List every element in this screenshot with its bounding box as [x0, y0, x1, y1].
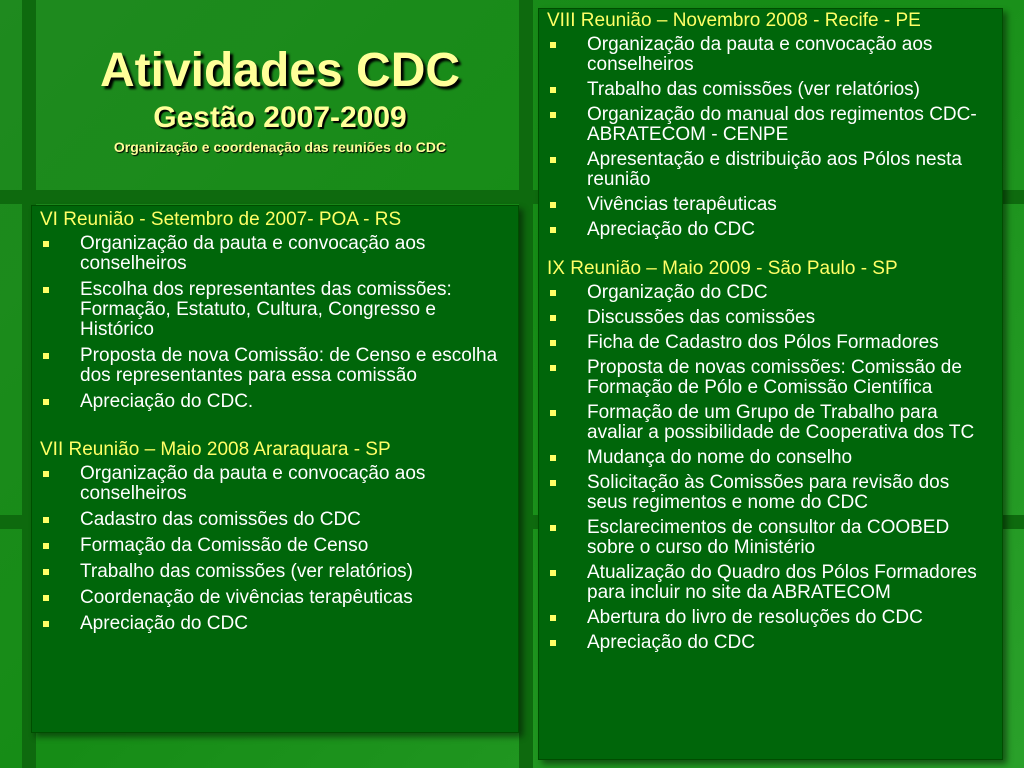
square-bullet-icon: [550, 615, 556, 621]
list-item: [547, 518, 994, 558]
list-item-text: Solicitação às Comissões para revisão dos seus regimentos e nome do CDC: [587, 472, 950, 513]
list-item-text: Atualização do Quadro dos Pólos Formadores para incluir no site da ABRATECOM: [587, 562, 977, 603]
list-item-text: Trabalho das comissões (ver relatórios): [587, 79, 920, 100]
list-item-text: Organização da pauta e convocação aos conselheiros: [80, 463, 426, 504]
list-item: [40, 536, 510, 556]
list-item-text: Coordenação de vivências terapêuticas: [80, 587, 413, 608]
list-item: [547, 105, 994, 145]
list-item: [547, 403, 994, 443]
list-item-text: Trabalho das comissões (ver relatórios): [80, 561, 413, 582]
slide-caption: Organização e coordenação das reuniões do CDC: [113, 139, 447, 155]
square-bullet-icon: [550, 290, 556, 296]
square-bullet-icon: [43, 287, 49, 293]
section-title: VIII Reunião – Novembro 2008 - Recife - PE: [547, 10, 921, 31]
list-item-text: Apreciação do CDC: [587, 219, 755, 240]
slide-title: Atividades CDC: [99, 44, 461, 97]
list-item-text: Ficha de Cadastro dos Pólos Formadores: [587, 332, 939, 353]
square-bullet-icon: [550, 480, 556, 486]
list-item: [547, 35, 994, 75]
square-bullet-icon: [550, 640, 556, 646]
list-item: [40, 346, 510, 386]
list-item-text: Organização da pauta e convocação aos conselheiros: [587, 34, 933, 75]
list-item-text: Apresentação e distribuição aos Pólos nesta reunião: [587, 149, 962, 190]
title-block: [30, 42, 530, 158]
list-item: [547, 563, 994, 603]
square-bullet-icon: [550, 410, 556, 416]
list-item-text: Abertura do livro de resoluções do CDC: [587, 607, 923, 628]
square-bullet-icon: [550, 455, 556, 461]
list-item-text: Mudança do nome do conselho: [587, 447, 853, 468]
list-item: [547, 333, 994, 353]
square-bullet-icon: [43, 595, 49, 601]
square-bullet-icon: [550, 202, 556, 208]
section-title: IX Reunião – Maio 2009 - São Paulo - SP: [547, 258, 898, 279]
list-item-text: Formação de um Grupo de Trabalho para avaliar a possibilidade de Cooperativa dos TC: [587, 402, 975, 443]
section-title: VII Reunião – Maio 2008 Araraquara - SP: [40, 439, 391, 460]
list-item: [40, 614, 510, 634]
square-bullet-icon: [550, 365, 556, 371]
list-item: [547, 220, 994, 240]
square-bullet-icon: [550, 315, 556, 321]
list-item: [547, 448, 994, 468]
list-item-text: Proposta de novas comissões: Comissão de Formação de Pólo e Comissão Científica: [587, 357, 962, 398]
list-item-text: Formação da Comissão de Censo: [80, 535, 369, 556]
list-item: [547, 473, 994, 513]
square-bullet-icon: [43, 569, 49, 575]
list-item-text: Organização do CDC: [587, 282, 768, 303]
left-content-box: [31, 205, 519, 733]
list-item: [547, 308, 994, 328]
right-content-box: [538, 8, 1003, 760]
square-bullet-icon: [43, 543, 49, 549]
bullet-list: [547, 35, 994, 240]
bullet-list: [40, 234, 510, 412]
list-item: [547, 150, 994, 190]
square-bullet-icon: [550, 87, 556, 93]
list-item-text: Proposta de nova Comissão: de Censo e escolha dos representantes para essa comissão: [80, 345, 498, 386]
list-item: [40, 464, 510, 504]
square-bullet-icon: [43, 471, 49, 477]
slide-subtitle: Gestão 2007-2009: [153, 101, 407, 134]
list-item-text: Vivências terapêuticas: [587, 194, 777, 215]
square-bullet-icon: [550, 525, 556, 531]
list-item: [40, 588, 510, 608]
square-bullet-icon: [43, 241, 49, 247]
list-item: [40, 280, 510, 340]
square-bullet-icon: [43, 517, 49, 523]
list-item-text: Apreciação do CDC: [80, 613, 248, 634]
list-item-text: Organização do manual dos regimentos CDC- ABRATECOM - CENPE: [587, 104, 977, 145]
bullet-list: [40, 464, 510, 634]
list-item: [40, 234, 510, 274]
list-item: [547, 80, 994, 100]
list-item: [547, 195, 994, 215]
square-bullet-icon: [550, 340, 556, 346]
square-bullet-icon: [43, 621, 49, 627]
square-bullet-icon: [550, 227, 556, 233]
square-bullet-icon: [550, 42, 556, 48]
square-bullet-icon: [550, 157, 556, 163]
list-item-text: Organização da pauta e convocação aos conselheiros: [80, 233, 426, 274]
list-item: [40, 562, 510, 582]
square-bullet-icon: [550, 570, 556, 576]
list-item-text: Cadastro das comissões do CDC: [80, 509, 361, 530]
list-item: [40, 392, 510, 412]
list-item: [547, 608, 994, 628]
list-item-text: Apreciação do CDC: [587, 632, 755, 653]
bullet-list: [547, 283, 994, 653]
list-item: [547, 283, 994, 303]
list-item: [547, 633, 994, 653]
square-bullet-icon: [43, 399, 49, 405]
list-item-text: Discussões das comissões: [587, 307, 816, 328]
list-item-text: Apreciação do CDC.: [80, 391, 254, 412]
section-title: VI Reunião - Setembro de 2007- POA - RS: [40, 209, 402, 230]
square-bullet-icon: [43, 353, 49, 359]
list-item-text: Esclarecimentos de consultor da COOBED sobre o curso do Ministério: [587, 517, 950, 558]
list-item: [40, 510, 510, 530]
list-item-text: Escolha dos representantes das comissões: Formação, Estatuto, Cultura, Congresso e Histórico: [80, 279, 452, 340]
list-item: [547, 358, 994, 398]
square-bullet-icon: [550, 112, 556, 118]
